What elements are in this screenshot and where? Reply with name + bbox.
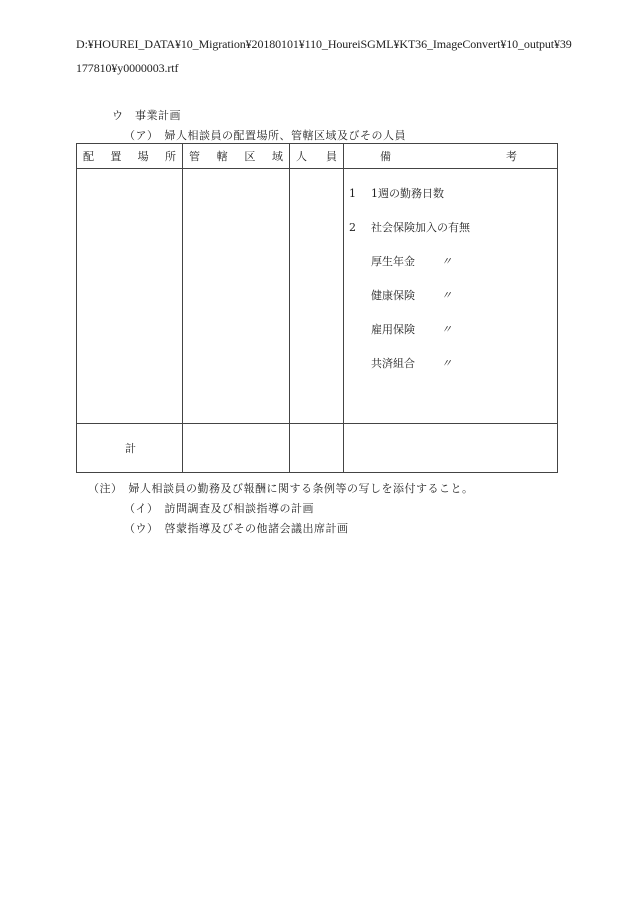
insurance-item-health: 健康保険 〃	[371, 289, 452, 302]
district-cell[interactable]	[183, 169, 290, 424]
ditto-mark: 〃	[441, 255, 452, 268]
file-path-line-1: D:¥HOUREI_DATA¥10_Migration¥20180101¥110_HoureiSGML¥KT36_ImageConvert¥10_output¥39	[76, 37, 572, 51]
file-path-line-2: 177810¥y0000003.rtf	[76, 61, 179, 75]
section-item-u: （ウ） 啓蒙指導及びその他諸会議出席計画	[124, 522, 349, 535]
ditto-mark: 〃	[441, 323, 452, 336]
total-district-cell[interactable]	[183, 424, 290, 473]
ditto-mark: 〃	[441, 289, 452, 302]
header-location: 配 置 場 所	[77, 144, 183, 169]
total-remarks-cell[interactable]	[344, 424, 558, 473]
header-district: 管 轄 区 域	[183, 144, 290, 169]
staff-placement-table	[76, 143, 558, 473]
remarks-item-social-insurance: 2 社会保険加入の有無	[349, 221, 470, 234]
staff-cell[interactable]	[290, 169, 344, 424]
section-heading: ウ 事業計画	[112, 109, 181, 122]
header-staff: 人 員	[290, 144, 344, 169]
insurance-item-pension: 厚生年金 〃	[371, 255, 452, 268]
location-cell[interactable]	[77, 169, 183, 424]
footnote: （注） 婦人相談員の勤務及び報酬に関する条例等の写しを添付すること。	[88, 482, 474, 495]
remarks-item-workdays: 1 1週の勤務日数	[349, 187, 444, 200]
header-remarks: 備 考	[344, 144, 558, 169]
table-total-row	[77, 424, 558, 473]
remarks-cell	[344, 169, 558, 424]
section-item-i: （イ） 訪問調査及び相談指導の計画	[124, 502, 314, 515]
table-header-row	[77, 144, 558, 169]
total-label-cell: 計	[77, 424, 183, 473]
table-body-row	[77, 169, 558, 424]
total-staff-cell[interactable]	[290, 424, 344, 473]
insurance-item-mutual-aid: 共済組合 〃	[371, 357, 452, 370]
ditto-mark: 〃	[441, 357, 452, 370]
insurance-item-employment: 雇用保険 〃	[371, 323, 452, 336]
section-subheading: （ア） 婦人相談員の配置場所、管轄区域及びその人員	[124, 129, 406, 142]
